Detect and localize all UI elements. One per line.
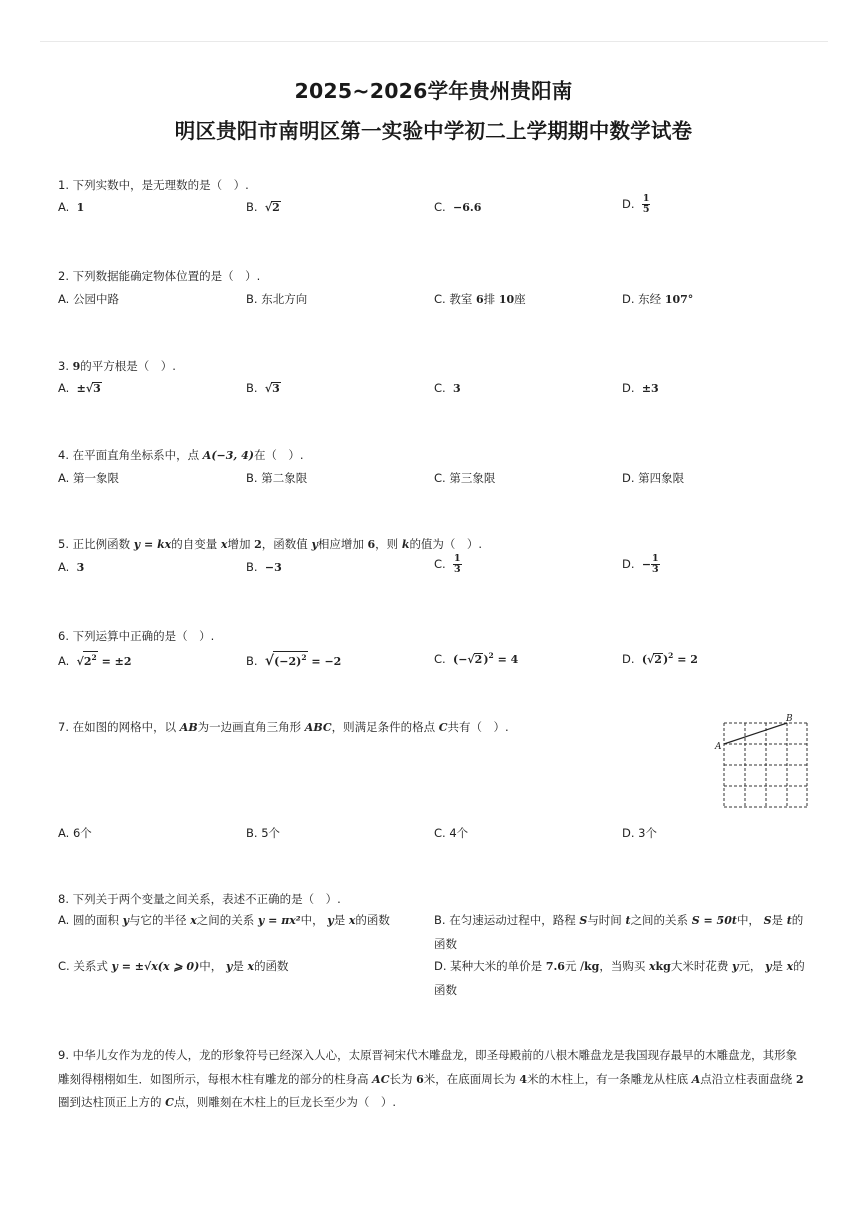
q6-option-b[interactable]: B. $√(-2)^2 = -2$ xyxy=(246,653,342,669)
q6-option-c[interactable]: C. $(-√2)^2 = 4$ xyxy=(434,651,519,666)
q2-option-b[interactable]: B. 东北方向 xyxy=(246,292,308,306)
q8-option-b[interactable]: B. 在匀速运动过程中，路程 S与时间 t之间的关系 S = 50t中， S是 t的函数 xyxy=(434,913,804,951)
q7-grid-figure xyxy=(712,712,812,812)
header-divider xyxy=(40,41,828,42)
question-6-stem: 6. 下列运算中正确的是（ ）. xyxy=(58,629,215,643)
q5-option-a[interactable]: A. 3 xyxy=(58,560,85,574)
question-3-stem: 3. 9的平方根是（ ）. xyxy=(58,359,176,373)
q6-option-a[interactable]: A. $√2^2 = \pm 2$ xyxy=(58,653,132,668)
q1-option-d[interactable]: D. $\frac{1}{5}$ xyxy=(622,193,650,215)
q1-option-c[interactable]: C. −6.6 xyxy=(434,200,482,214)
question-5-stem: 5. 正比例函数 y = kx的自变量 x增加 2，函数值 y相应增加 6，则 k的值为（ ）. xyxy=(58,537,483,551)
question-4-stem: 4. 在平面直角坐标系中，点 A(−3, 4)在（ ）. xyxy=(58,448,304,462)
q1-option-b[interactable]: B. √2 xyxy=(246,200,280,214)
q3-option-c[interactable]: C. 3 xyxy=(434,381,461,395)
q6-option-d[interactable]: D. $(√2)^2 = 2$ xyxy=(622,651,698,666)
q8-option-a[interactable]: A. 圆的面积 y与它的半径 x之间的关系 y = πx²中， y是 x的函数 xyxy=(58,913,390,927)
q7-option-b[interactable]: B. 5个 xyxy=(246,826,281,840)
q4-option-a[interactable]: A. 第一象限 xyxy=(58,471,119,485)
q7-option-c[interactable]: C. 4个 xyxy=(434,826,469,840)
q4-option-c[interactable]: C. 第三象限 xyxy=(434,471,496,485)
q5-c-fraction: $\frac{1}{3}$ xyxy=(454,553,461,575)
q8-option-c[interactable]: C. 关系式 y = ±√x(x ⩾ 0)中， y是 x的函数 xyxy=(58,959,289,973)
q5-option-d[interactable]: D. − $\frac{1}{3}$ xyxy=(622,553,659,575)
point-b-label: B xyxy=(786,714,793,724)
page-title-line-1: 2025~2026学年贵州贵阳南 xyxy=(294,79,573,103)
q1-option-a[interactable]: A. 1 xyxy=(58,200,85,214)
question-9-stem: 9. 中华儿女作为龙的传人，龙的形象符号已经深入人心，太原晋祠宋代木雕盘龙，即圣母殿前的八根木雕盘龙是我国现存最早的木雕盘龙，其形象雕刻得栩栩如生．如图所示，每根木柱有雕龙的部分的柱身高 AC长为 6米，在底面周长为 4米的木柱上，有一条雕龙从柱底 A点沿立柱表面盘绕 2圈到达柱顶正上方的 C点，则雕刻在木柱上的巨龙长至少为（ ）. xyxy=(58,1048,804,1109)
q4-option-d[interactable]: D. 第四象限 xyxy=(622,471,685,485)
q1-d-fraction: $\frac{1}{5}$ xyxy=(642,193,650,215)
question-8-stem: 8. 下列关于两个变量之间关系，表述不正确的是（ ）. xyxy=(58,892,341,906)
q5-option-c[interactable]: C. $\frac{1}{3}$ xyxy=(434,553,461,575)
question-2-stem: 2. 下列数据能确定物体位置的是（ ）. xyxy=(58,269,261,283)
page-title-line-2: 明区贵阳市南明区第一实验中学初二上学期期中数学试卷 xyxy=(174,119,693,143)
q8-option-d[interactable]: D. 某种大米的单价是 7.6元 /kg，当购买 xkg大米时花费 y元， y是 x的函数 xyxy=(434,959,805,997)
q5-d-fraction: $\frac{1}{3}$ xyxy=(652,553,659,575)
q2-option-a[interactable]: A. 公园中路 xyxy=(58,292,119,306)
q7-option-d[interactable]: D. 3个 xyxy=(622,826,657,840)
question-1-stem: 1. 下列实数中，是无理数的是（ ）. xyxy=(58,178,249,192)
q2-option-c[interactable]: C. 教室 6排 10座 xyxy=(434,292,526,306)
segment-ab xyxy=(724,723,787,744)
point-a-label: A xyxy=(715,742,722,752)
q5-option-b[interactable]: B. −3 xyxy=(246,560,282,574)
q3-option-b[interactable]: B. √3 xyxy=(246,381,280,395)
q3-option-a[interactable]: A. ±√3 xyxy=(58,381,101,395)
q2-option-d[interactable]: D. 东经 107° xyxy=(622,292,694,306)
q3-option-d[interactable]: D. ±3 xyxy=(622,381,659,395)
question-7-stem: 7. 在如图的网格中，以 AB为一边画直角三角形 ABC，则满足条件的格点 C共有（ ）. xyxy=(58,720,509,734)
q4-option-b[interactable]: B. 第二象限 xyxy=(246,471,308,485)
q7-option-a[interactable]: A. 6个 xyxy=(58,826,92,840)
